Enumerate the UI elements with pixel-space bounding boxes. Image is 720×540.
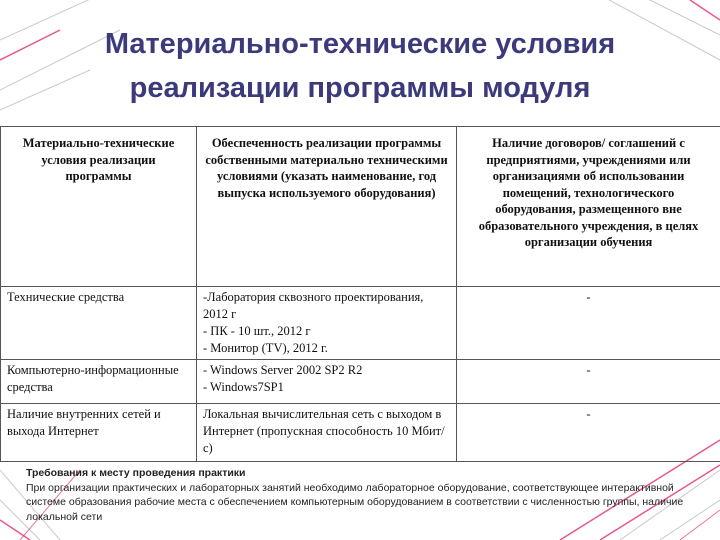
provision-line: - Монитор (TV), 2012 г. xyxy=(203,341,328,355)
row-provision-cell xyxy=(197,360,457,404)
row-agreements-cell: - xyxy=(457,360,720,404)
column-header-conditions: Материально-технические условия реализации программы xyxy=(1,127,197,287)
row-provision-cell xyxy=(197,404,457,462)
provision-line: -Лаборатория сквозного проектирования, 2012 г xyxy=(203,290,424,321)
provision-line: - Windows7SP1 xyxy=(203,380,284,394)
table-row xyxy=(1,287,720,360)
provision-line: - Windows Server 2002 SP2 R2 xyxy=(203,363,363,377)
row-agreements-cell: - xyxy=(457,404,720,462)
column-header-provision: Обеспеченность реализации программы собственными материально техническими условиями (указать наименование, год выпуска используемого оборудования) xyxy=(197,127,457,287)
requirements-block xyxy=(26,466,700,524)
column-header-agreements: Наличие договоров/ соглашений с предприятиями, учреждениями или организациями об использовании помещений, технологического оборудования, размещенного вне образовательного учреждения, в целях организации обучения xyxy=(457,127,720,287)
provision-line: - ПК - 10 шт., 2012 г xyxy=(203,324,311,338)
table-header-row xyxy=(1,127,720,287)
page-title xyxy=(40,22,680,110)
conditions-table xyxy=(0,126,720,462)
requirements-text: При организации практических и лабораторных занятий необходимо лабораторное оборудование, соответствующее интерактивной системе образования рабочие места с обеспечением компьютерным оборудованием в соответствии с численностью группы, наличие локальной сети xyxy=(26,481,684,523)
row-provision-cell xyxy=(197,287,457,360)
row-name-cell: Наличие внутренних сетей и выхода Интернет xyxy=(1,404,197,462)
page-title-line-1: Материально-технические условия xyxy=(104,28,616,60)
row-name-cell: Компьютерно-информационные средства xyxy=(1,360,197,404)
requirements-title: Требования к месту проведения практики xyxy=(26,467,246,479)
row-name-cell: Технические средства xyxy=(1,287,197,360)
provision-line: Локальная вычислительная сеть с выходом в Интернет (пропускная способность 10 Мбит/с) xyxy=(203,407,445,455)
table-row xyxy=(1,404,720,462)
row-agreements-cell: - xyxy=(457,287,720,360)
table-row xyxy=(1,360,720,404)
page-title-line-2: реализации программы модуля xyxy=(129,72,591,104)
